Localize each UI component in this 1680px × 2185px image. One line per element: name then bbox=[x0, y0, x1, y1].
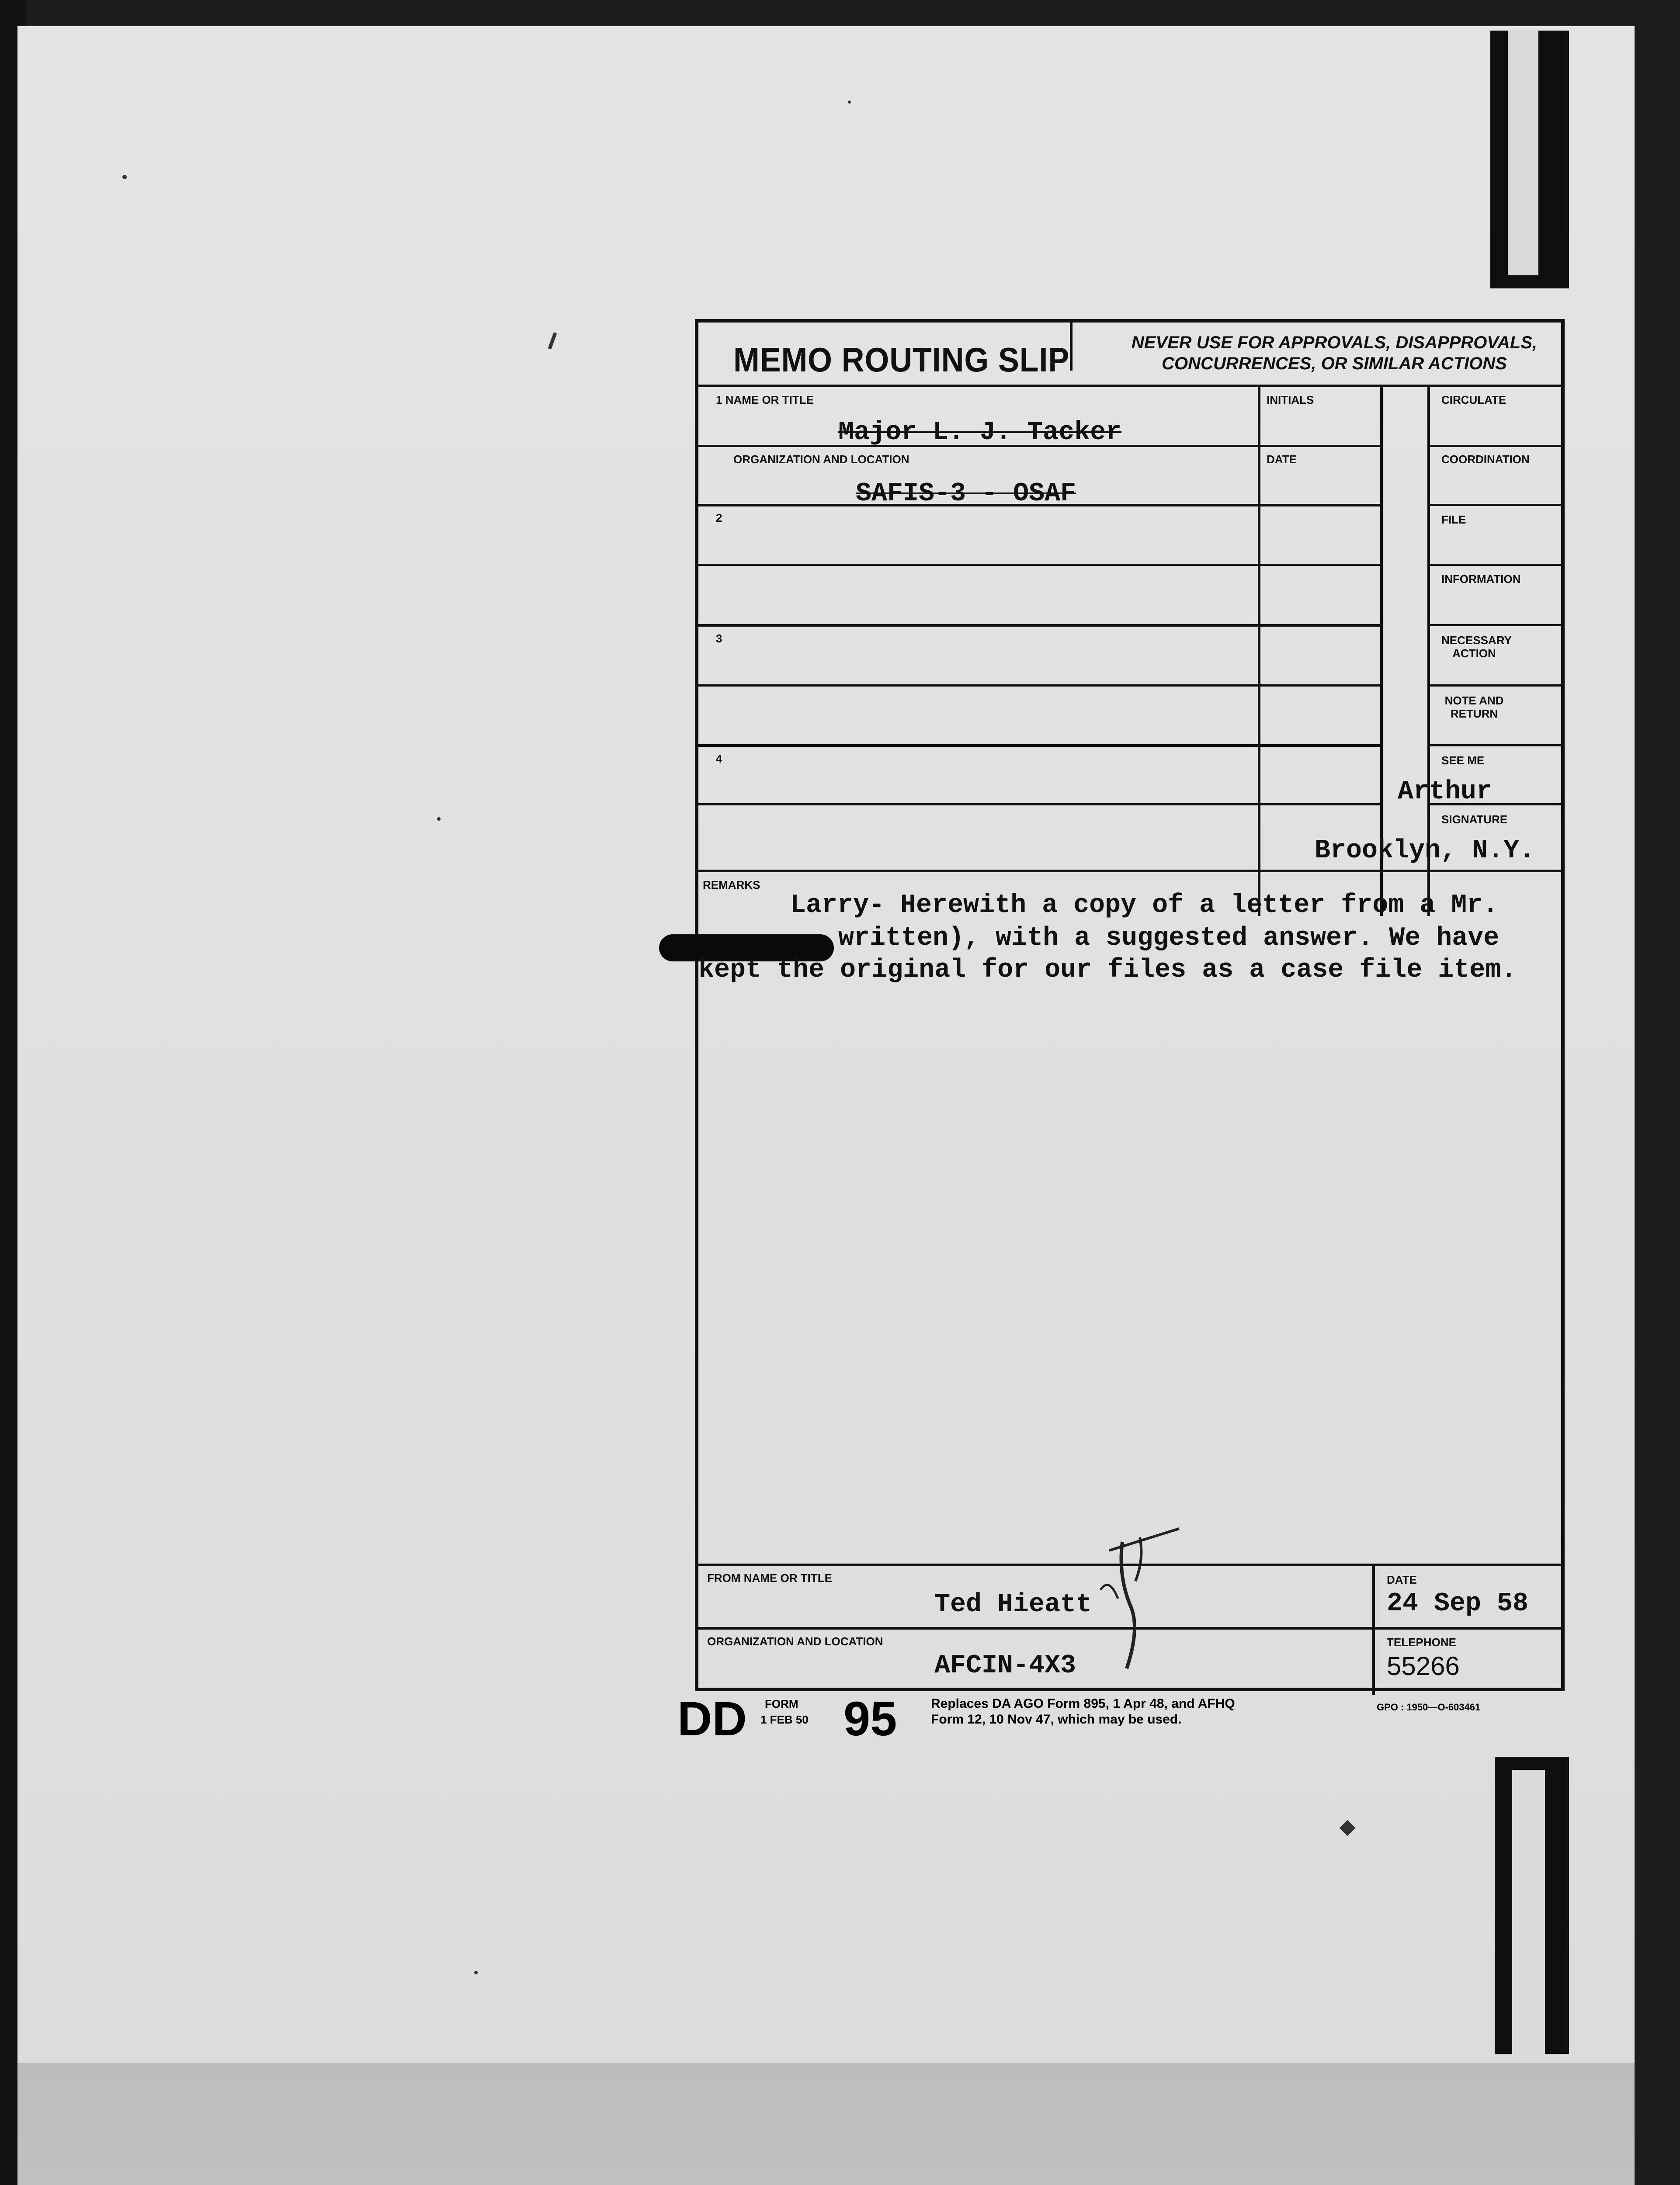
action-see-me: SEE ME bbox=[1441, 754, 1485, 767]
label-row-4: 4 bbox=[716, 752, 722, 765]
label-from-name: FROM NAME OR TITLE bbox=[707, 1571, 832, 1585]
action-line bbox=[1427, 744, 1565, 746]
handwritten-initials bbox=[1092, 1511, 1188, 1677]
action-line bbox=[1427, 624, 1565, 626]
label-organization: ORGANIZATION AND LOCATION bbox=[733, 453, 909, 466]
remarks-line-2: written), with a suggested answer. We have bbox=[838, 923, 1500, 953]
sender-organization: AFCIN-4X3 bbox=[934, 1651, 1076, 1681]
row-line bbox=[698, 624, 1383, 627]
form-title: MEMO ROUTING SLIP bbox=[733, 340, 1070, 379]
binder-clip-bottom bbox=[1495, 1757, 1569, 2054]
from-date-divider bbox=[1372, 1564, 1375, 1695]
form-footer bbox=[677, 1691, 1639, 1752]
action-line bbox=[1427, 684, 1565, 687]
section-divider bbox=[698, 870, 1561, 872]
column-divider-initials bbox=[1258, 387, 1260, 916]
recipient-name: Major L. J. Tacker bbox=[838, 418, 1122, 447]
label-remarks: REMARKS bbox=[703, 878, 760, 891]
overlay-name: Arthur bbox=[1398, 777, 1493, 807]
header-divider bbox=[1070, 323, 1073, 371]
footer-dd: DD bbox=[677, 1692, 747, 1746]
sender-date: 24 Sep 58 bbox=[1387, 1589, 1529, 1619]
page-bottom-band bbox=[17, 2063, 1635, 2185]
footer-replaces: Replaces DA AGO Form 895, 1 Apr 48, and AFHQ bbox=[931, 1696, 1235, 1711]
action-coordination: COORDINATION bbox=[1441, 453, 1530, 466]
footer-form-label: FORM bbox=[765, 1697, 798, 1710]
row-line bbox=[698, 803, 1383, 805]
footer-form-date: 1 FEB 50 bbox=[760, 1713, 809, 1726]
label-row-2: 2 bbox=[716, 511, 722, 524]
label-date: DATE bbox=[1267, 453, 1297, 466]
sender-telephone: 55266 bbox=[1387, 1651, 1460, 1681]
form-warning: NEVER USE FOR APPROVALS, DISAPPROVALS, CONCURRENCES, OR SIMILAR ACTIONS bbox=[1131, 333, 1538, 373]
label-telephone: TELEPHONE bbox=[1387, 1636, 1456, 1649]
label-from-date: DATE bbox=[1387, 1573, 1417, 1586]
action-line bbox=[1427, 564, 1565, 566]
recipient-organization: SAFIS-3 - OSAF bbox=[856, 479, 1076, 509]
label-row-3: 3 bbox=[716, 632, 722, 645]
scan-speck bbox=[437, 817, 441, 821]
label-initials: INITIALS bbox=[1267, 393, 1314, 406]
footer-replaces-2: Form 12, 10 Nov 47, which may be used. bbox=[931, 1712, 1182, 1727]
footer-gpo: GPO : 1950—O-603461 bbox=[1377, 1702, 1481, 1713]
remarks-line-3: kept the original for our files as a case file item. bbox=[698, 955, 1517, 985]
action-information: INFORMATION bbox=[1441, 572, 1521, 586]
action-note-and-return: NOTE AND RETURN bbox=[1444, 694, 1504, 720]
footer-form-number: 95 bbox=[843, 1692, 897, 1746]
label-name-or-title: 1 NAME OR TITLE bbox=[716, 393, 814, 406]
action-necessary-action: NECESSARY ACTION bbox=[1441, 634, 1512, 660]
label-from-organization: ORGANIZATION AND LOCATION bbox=[707, 1635, 883, 1648]
form-header bbox=[698, 323, 1561, 387]
action-line bbox=[1427, 445, 1565, 447]
memo-routing-slip bbox=[695, 319, 1565, 1691]
scan-speck bbox=[848, 101, 851, 104]
binder-clip-top bbox=[1490, 31, 1569, 288]
action-signature: SIGNATURE bbox=[1441, 813, 1508, 826]
scan-speck bbox=[122, 175, 127, 179]
remarks-line-1: Larry- Herewith a copy of a letter from a Mr. bbox=[790, 891, 1499, 920]
action-file: FILE bbox=[1441, 513, 1466, 526]
row-line bbox=[698, 684, 1383, 687]
action-circulate: CIRCULATE bbox=[1441, 393, 1506, 406]
row-line bbox=[698, 744, 1383, 747]
row-line bbox=[698, 564, 1383, 566]
sender-name: Ted Hieatt bbox=[934, 1590, 1092, 1620]
overlay-location: Brooklyn, N.Y. bbox=[1315, 836, 1535, 866]
action-line bbox=[1427, 504, 1565, 506]
scan-speck bbox=[474, 1971, 478, 1974]
